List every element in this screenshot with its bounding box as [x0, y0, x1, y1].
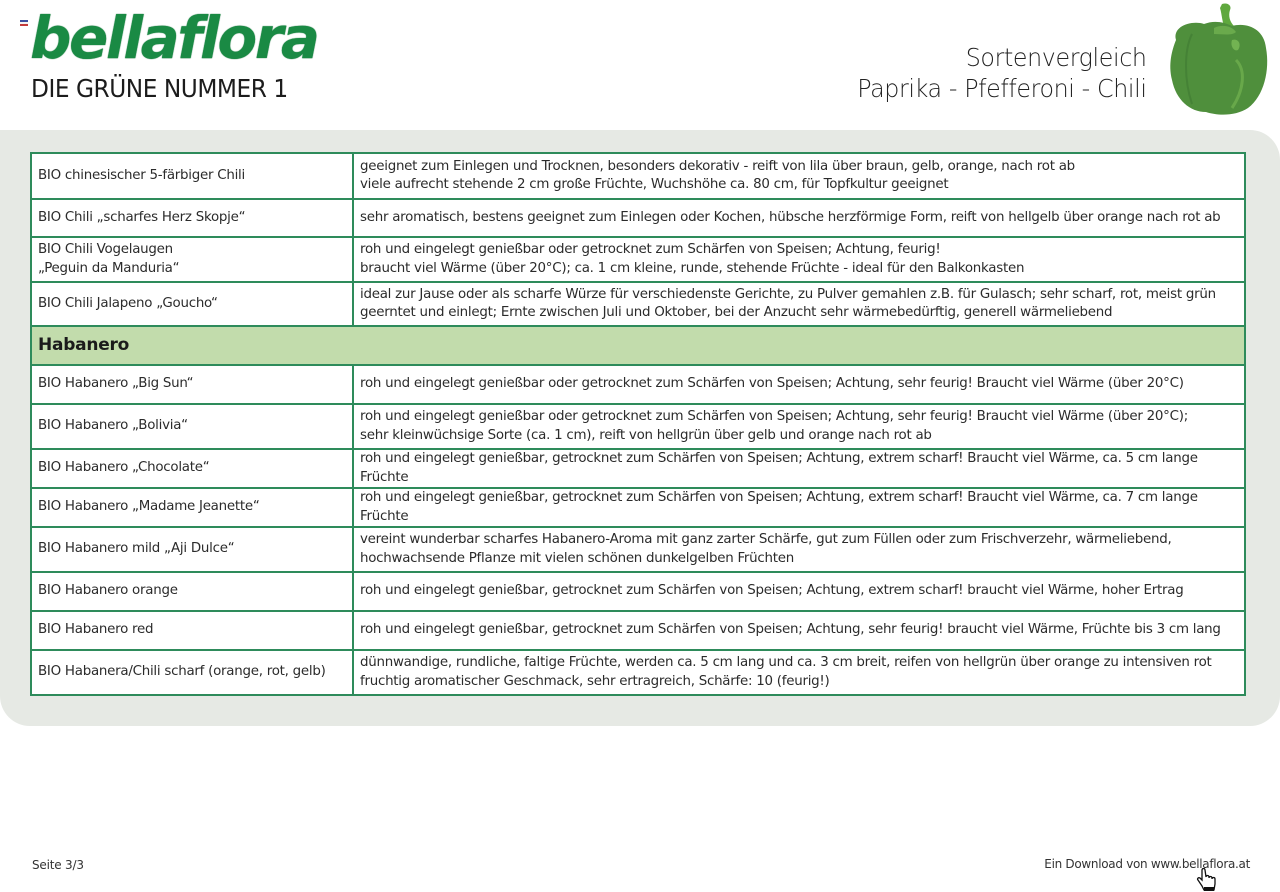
variety-description-line: braucht viel Wärme (über 20°C); ca. 1 cm kleine, runde, stehende Früchte - ideal für den Balkonkasten	[360, 260, 1025, 276]
variety-description-cell	[353, 237, 1245, 282]
variety-description-line: vereint wunderbar scharfes Habanero-Aroma mit ganz zarter Schärfe, gut zum Füllen oder zum Frischverzehr, wärmeliebend,	[360, 532, 1172, 547]
variety-description-line: roh und eingelegt genießbar, getrocknet zum Schärfen von Speisen; Achtung, sehr feurig! braucht viel Wärme, Früchte bis 3 cm lang	[360, 622, 1221, 638]
variety-name-line: BIO Habanero „Bolivia“	[38, 418, 188, 434]
table-row	[31, 488, 1245, 527]
table-row	[31, 611, 1245, 650]
variety-name-cell	[31, 449, 353, 488]
hand-pointer-icon	[1196, 868, 1218, 892]
variety-comparison-table	[30, 152, 1246, 696]
variety-name-line: BIO Chili Jalapeno „Goucho“	[38, 295, 218, 311]
variety-description-cell	[353, 282, 1245, 326]
variety-description-line: ideal zur Jause oder als scharfe Würze für verschiedenste Gerichte, zu Pulver gemahlen z.B. für Gulasch; sehr scharf, rot, meist grün	[360, 286, 1216, 302]
logo-tagline: DIE GRÜNE NUMMER 1	[31, 74, 288, 103]
table-row	[31, 153, 1245, 199]
variety-description-cell	[353, 199, 1245, 237]
variety-description-line: hochwachsende Pflanze mit vielen schönen dunkelgelben Früchten	[360, 550, 794, 566]
bellaflora-logo: bellaflora	[30, 4, 318, 72]
variety-name-cell	[31, 572, 353, 611]
green-bell-pepper-icon	[1162, 0, 1272, 120]
variety-description-line: sehr aromatisch, bestens geeignet zum Einlegen oder Kochen, hübsche herzförmige Form, reift von hellgelb über orange nach rot ab	[360, 209, 1221, 225]
variety-description-line: roh und eingelegt genießbar, getrocknet zum Schärfen von Speisen; Achtung, extrem scharf! Braucht viel Wärme, ca. 5 cm lange Früchte	[360, 451, 1198, 485]
variety-description-cell	[353, 611, 1245, 650]
table-row	[31, 199, 1245, 237]
variety-description-cell	[353, 404, 1245, 449]
section-header-row	[31, 326, 1245, 365]
variety-name-cell	[31, 527, 353, 572]
variety-description-line: viele aufrecht stehende 2 cm große Früchte, Wuchshöhe ca. 80 cm, für Topfkultur geeignet	[360, 177, 949, 192]
variety-name-cell	[31, 365, 353, 404]
variety-name-cell	[31, 611, 353, 650]
page-title-line1: Sortenvergleich	[966, 43, 1147, 72]
variety-description-cell	[353, 650, 1245, 695]
variety-description-line: roh und eingelegt genießbar oder getrocknet zum Schärfen von Speisen; Achtung, feurig!	[360, 242, 941, 257]
variety-name-line: BIO Habanero mild „Aji Dulce“	[38, 541, 235, 557]
variety-name-cell	[31, 199, 353, 237]
variety-description-line: roh und eingelegt genießbar, getrocknet zum Schärfen von Speisen; Achtung, extrem scharf! Braucht viel Wärme, ca. 7 cm lange Früchte	[360, 490, 1198, 524]
variety-name-line: „Peguin da Manduria“	[38, 260, 180, 276]
variety-name-line: BIO Habanera/Chili scharf (orange, rot, gelb)	[38, 664, 326, 680]
section-label: Habanero	[31, 326, 1245, 365]
variety-description-cell	[353, 153, 1245, 199]
table-row	[31, 282, 1245, 326]
table-row	[31, 365, 1245, 404]
variety-name-line: BIO Habanero „Madame Jeanette“	[38, 499, 260, 515]
variety-description-cell	[353, 488, 1245, 527]
table-row	[31, 237, 1245, 282]
variety-name-cell	[31, 282, 353, 326]
variety-name-line: BIO Habanero red	[38, 622, 154, 638]
variety-description-line: roh und eingelegt genießbar oder getrocknet zum Schärfen von Speisen; Achtung, sehr feurig! Braucht viel Wärme (über 20°C)	[360, 376, 1184, 392]
variety-name-line: BIO Chili Vogelaugen	[38, 242, 173, 257]
variety-description-cell	[353, 449, 1245, 488]
variety-description-cell	[353, 365, 1245, 404]
download-link[interactable]: Ein Download von www.bellaflora.at	[1044, 857, 1250, 871]
variety-description-cell	[353, 572, 1245, 611]
variety-description-line: roh und eingelegt genießbar, getrocknet zum Schärfen von Speisen; Achtung, extrem scharf! braucht viel Wärme, hoher Ertrag	[360, 583, 1184, 599]
variety-name-cell	[31, 237, 353, 282]
table-row	[31, 650, 1245, 695]
table-row	[31, 449, 1245, 488]
variety-description-line: geeignet zum Einlegen und Trocknen, besonders dekorativ - reift von lila über braun, gelb, orange, nach rot ab	[360, 158, 1075, 174]
variety-description-line: dünnwandige, rundliche, faltige Früchte, werden ca. 5 cm lang und ca. 3 cm breit, reifen von hellgrün über orange zu intensiven rot	[360, 655, 1212, 670]
variety-name-line: BIO chinesischer 5-färbiger Chili	[38, 167, 245, 183]
variety-name-cell	[31, 650, 353, 695]
table-row	[31, 572, 1245, 611]
language-flag-icon[interactable]	[20, 20, 28, 26]
variety-name-cell	[31, 488, 353, 527]
variety-description-line: sehr kleinwüchsige Sorte (ca. 1 cm), reift von hellgrün über gelb und orange nach rot ab	[360, 427, 932, 443]
variety-name-cell	[31, 404, 353, 449]
variety-description-line: geerntet und einlegt; Ernte zwischen Juli und Oktober, bei der Anzucht sehr wärmebedürftig, generell wärmeliebend	[360, 305, 1113, 320]
variety-description-cell	[353, 527, 1245, 572]
page-title-line2: Paprika - Pfefferoni - Chili	[857, 74, 1147, 103]
variety-description-line: fruchtig aromatischer Geschmack, sehr ertragreich, Schärfe: 10 (feurig!)	[360, 673, 830, 689]
table-row	[31, 527, 1245, 572]
variety-name-line: BIO Habanero orange	[38, 583, 178, 599]
variety-name-line: BIO Habanero „Big Sun“	[38, 376, 194, 392]
variety-name-line: BIO Chili „scharfes Herz Skopje“	[38, 209, 246, 225]
page-number: Seite 3/3	[32, 858, 84, 872]
variety-name-line: BIO Habanero „Chocolate“	[38, 460, 210, 476]
variety-name-cell	[31, 153, 353, 199]
variety-description-line: roh und eingelegt genießbar oder getrocknet zum Schärfen von Speisen; Achtung, sehr feurig! Braucht viel Wärme (über 20°C);	[360, 409, 1188, 424]
page-title	[842, 42, 1147, 104]
table-row	[31, 404, 1245, 449]
